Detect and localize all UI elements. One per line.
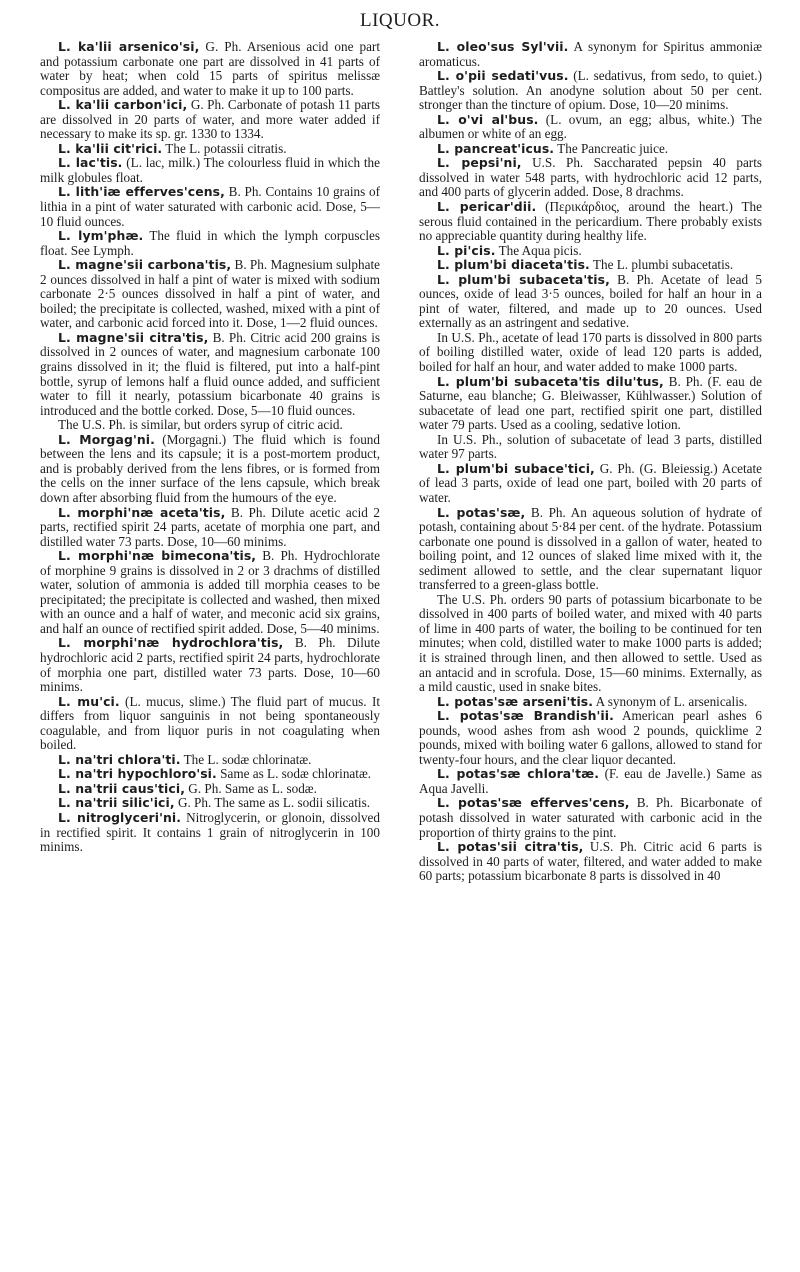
entry-text: The fluid in which the lymph corpuscles float. See Lymph.	[40, 228, 380, 258]
entry	[419, 840, 762, 884]
entry	[419, 142, 762, 157]
entry-text: A synonym of L. arsenicalis.	[593, 693, 748, 709]
entry	[419, 113, 762, 142]
entry-text: B. Ph. Magnesium sulphate 2 ounces dissolved in half a pint of water is mixed with sodium carbonate 2·5 ounces dissolved in half a pint of water, and boiled; the precipitate is collected, washed, mixed with a pint of water, and carbonic acid forced into it. Dose, 1—2 fluid ounces.	[40, 257, 380, 331]
entry-text: The U.S. Ph. orders 90 parts of potassium bicarbonate to be dissolved in 400 parts of boiled water, and mixed with 40 parts of lime in 400 parts of water, the boiling to be continued for ten minutes; when cold, distilled water to make 1000 parts is added; it is strained through linen, and then allowed to settle. Used as an antacid and in scrofula. Dose, 15—60 minims. Externally, as a mild caustic, used in snake bites.	[419, 591, 762, 695]
entry-text: (L. mucus, slime.) The fluid part of mucus. It differs from liquor sanguinis in not being spontaneously coagulable, and from liquor puris in not coagulating when boiled.	[40, 693, 381, 753]
entry-continuation	[40, 418, 380, 433]
headword: L. na'trii silic'ici,	[58, 795, 175, 811]
headword: L. o'pii sedati'vus.	[437, 68, 569, 84]
entry-text: Nitroglycerin, or glonoin, dissolved in rectified spirit. It contains 1 grain of nitroglycerin in 100 minims.	[40, 809, 380, 855]
entry	[419, 244, 762, 259]
entry	[419, 69, 762, 113]
entry	[40, 40, 380, 98]
headword: L. potas'sæ,	[437, 504, 526, 520]
headword: L. lac'tis.	[58, 155, 123, 171]
headword: L. plum'bi subaceta'tis dilu'tus,	[437, 373, 664, 389]
headword: L. ka'lii cit'rici.	[58, 140, 163, 156]
headword: L. na'tri chlora'ti.	[58, 751, 181, 767]
entry	[419, 156, 762, 200]
headword: L. morphi'næ hydrochlora'tis,	[58, 635, 284, 651]
entry	[40, 811, 380, 855]
headword: L. lym'phæ.	[58, 228, 144, 244]
headword: L. morphi'næ bimecona'tis,	[58, 548, 257, 564]
headword: L. ka'lii arsenico'si,	[58, 39, 200, 54]
entry	[40, 636, 380, 694]
entry	[419, 200, 762, 244]
entry-text: G. Ph. Carbonate of potash 11 parts are dissolved in 20 parts of water, and more water added if necessary to make its sp. gr. 1330 to 1334.	[40, 97, 380, 142]
headword: L. potas'sæ efferves'cens,	[437, 795, 630, 811]
headword: L. Morgag'ni.	[58, 431, 155, 447]
headword: L. potas'sæ arseni'tis.	[437, 693, 594, 709]
entry-text: G. Ph. The same as L. sodii silicatis.	[174, 795, 370, 811]
entry	[40, 782, 380, 797]
entry-continuation	[419, 433, 762, 462]
entry	[40, 506, 380, 550]
entry-text: B. Ph. (F. eau de Saturne, eau blanche; G. Bleiwasser, Kühlwasser.) Solution of subacetate of lead one part, rectified spirit one part, distilled water 79 parts. Used as a cooling, sedative lotion.	[419, 373, 762, 433]
entry	[419, 796, 762, 840]
entry	[40, 331, 380, 418]
entry-text: Same as L. sodæ chlorinatæ.	[216, 766, 372, 782]
entry-continuation	[419, 331, 762, 375]
entry-text: (Morgagni.) The fluid which is found between the lens and its capsule; it is a post-mortem product, and is probably derived from the lens fibres, or is formed from the cells on the inner surface of the lens capsule, which break down after absorbing fluid from the humours of the eye.	[40, 431, 380, 505]
entry-text: (Περικάρδιος, around the heart.) The serous fluid contained in the pericardium. There probably exists no appreciable quantity during healthy life.	[419, 199, 763, 244]
entry-text: B. Ph. Acetate of lead 5 ounces, oxide of lead 3·5 ounces, boiled for half an hour in a pint of water, filtered, and made up to 20 ounces. Used externally as an astringent and sedative.	[419, 271, 762, 331]
entry	[40, 185, 380, 229]
entry-text: (L. ovum, an egg; albus, white.) The albumen or white of an egg.	[419, 111, 762, 142]
entry	[40, 549, 380, 636]
headword: L. oleo'sus Syl'vii.	[437, 39, 569, 54]
entry-text: The U.S. Ph. is similar, but orders syrup of citric acid.	[58, 417, 343, 433]
headword: L. magne'sii citra'tis,	[58, 329, 209, 345]
headword: L. plum'bi subace'tici,	[437, 460, 595, 476]
headword: L. plum'bi subaceta'tis,	[437, 271, 610, 287]
entry	[40, 142, 380, 157]
entry-text: B. Ph. Contains 10 grains of lithia in a pint of water saturated with carbonic acid. Dose, 5—10 fluid ounces.	[40, 184, 381, 229]
entry-text: The Pancreatic juice.	[554, 140, 669, 156]
entry	[40, 796, 380, 811]
entry-continuation	[419, 593, 762, 695]
entry	[40, 258, 380, 331]
entry	[40, 695, 380, 753]
entry-text: G. Ph. Arsenious acid one part and potassium carbonate one part are dissolved in 41 parts of water by heat; when cold 15 parts of spiritus melissæ compositus are added, and water to make it up to 100 parts.	[40, 39, 380, 98]
headword: L. ka'lii carbon'ici,	[58, 97, 188, 113]
headword: L. pepsi'ni,	[437, 155, 522, 171]
entry	[419, 258, 762, 273]
headword: L. nitroglyceri'ni.	[58, 809, 182, 825]
headword: L. pi'cis.	[437, 242, 496, 258]
entry-text: The L. plumbi subacetatis.	[589, 257, 734, 273]
entry-text: B. Ph. Citric acid 200 grains is dissolved in 2 ounces of water, and magnesium carbonate 100 grains dissolved in it; the fluid is filtered, put into a half-pint bottle, syrup of lemons half a fluid ounce added, and sufficient water to fill it nearly, potassium bicarbonate 40 grains is introduced and the bottle corked. Dose, 5—10 fluid ounces.	[40, 329, 380, 418]
right-column	[419, 40, 762, 884]
left-column	[40, 40, 380, 855]
entry-text: U.S. Ph. Citric acid 6 parts is dissolved in 40 parts of water, filtered, and water added to make 60 parts; potassium bicarbonate 8 parts is dissolved in 40	[419, 839, 762, 884]
entry	[419, 709, 762, 767]
entry	[40, 767, 380, 782]
entry-text: B. Ph. Bicarbonate of potash dissolved in water saturated with carbonic acid in the proportion of thirty grains to the pint.	[419, 795, 763, 840]
headword: L. morphi'næ aceta'tis,	[58, 504, 226, 520]
headword: L. mu'ci.	[58, 693, 120, 709]
entry	[419, 695, 762, 710]
headword: L. potas'sii citra'tis,	[437, 839, 584, 855]
entry-text: (F. eau de Javelle.) Same as Aqua Javelli.	[419, 766, 762, 796]
entry-text: (L. sedativus, from sedo, to quiet.) Battley's solution. An anodyne solution about 50 per cent. stronger than the tincture of opium. Dose, 10—20 minims.	[419, 68, 762, 113]
headword: L. plum'bi diaceta'tis.	[437, 257, 590, 273]
entry-text: G. Ph. (G. Bleiessig.) Acetate of lead 3 parts, oxide of lead one part, boiled with 20 parts of water.	[419, 460, 762, 505]
headword: L. pericar'dii.	[437, 199, 537, 215]
entry-text: B. Ph. Dilute hydrochloric acid 2 parts, rectified spirit 24 parts, hydrochlorate of morphia one part, distilled water 73 parts. Dose, 10—60 minims.	[40, 635, 380, 695]
entry-text: The L. sodæ chlorinatæ.	[180, 751, 312, 767]
headword: L. pancreat'icus.	[437, 140, 555, 156]
headword: L. potas'sæ chlora'tæ.	[437, 766, 600, 782]
entry-text: In U.S. Ph., acetate of lead 170 parts is dissolved in 800 parts of boiling distilled water, oxide of lead 120 parts is added, boiled for half an hour, and water added to make 1000 parts.	[419, 329, 762, 375]
entry	[40, 156, 380, 185]
entry	[40, 433, 380, 506]
entry	[40, 229, 380, 258]
entry-text: In U.S. Ph., solution of subacetate of lead 3 parts, distilled water 97 parts.	[419, 431, 762, 462]
entry-text: B. Ph. Hydrochlorate of morphine 9 grains is dissolved in 2 or 3 drachms of distilled water, solution of ammonia is added till morphia ceases to be precipitated; the precipitate is collected and washed, then mixed with an ounce and a half of water, and meconic acid six grains, and half an ounce of rectified spirit added. Dose, 5—40 minims.	[40, 548, 381, 636]
entry-text: The Aqua picis.	[495, 242, 582, 258]
entry-text: American pearl ashes 6 pounds, wood ashes from ash wood 2 pounds, quicklime 2 pounds, mixed with boiling water 6 gallons, allowed to stand for twenty-four hours, and the clear liquor decanted.	[419, 708, 762, 767]
running-head: LIQUOR.	[359, 10, 441, 31]
entry-text: B. Ph. An aqueous solution of hydrate of potash, containing about 5·84 per cent. of the hydrate. Potassium carbonate one pound is dissolved in a gallon of water, heated to boiling point, and 12 ounces of slaked lime mixed with it, the sediment allowed to settle, and the clear supernatant liquor transferred to a green-glass bottle.	[419, 504, 762, 593]
entry-text: (L. lac, milk.) The colourless fluid in which the milk globules float.	[40, 155, 380, 185]
headword: L. magne'sii carbona'tis,	[58, 257, 232, 273]
headword: L. potas'sæ Brandish'ii.	[437, 708, 614, 724]
entry	[40, 753, 380, 768]
entry	[419, 375, 762, 433]
entry-text: B. Ph. Dilute acetic acid 2 parts, rectified spirit 24 parts, acetate of morphia one part, and distilled water 73 parts. Dose, 10—60 minims.	[40, 504, 380, 549]
entry-text: The L. potassii citratis.	[162, 140, 287, 156]
headword: L. lith'iæ efferves'cens,	[58, 184, 225, 200]
entry	[40, 98, 380, 142]
entry	[419, 273, 762, 331]
headword: L. na'tri hypochloro'si.	[58, 766, 217, 782]
entry	[419, 40, 762, 69]
entry-text: U.S. Ph. Saccharated pepsin 40 parts dissolved in water 548 parts, with hydrochloric acid 12 parts, and 400 parts of glycerin added. Dose, 8 drachms.	[419, 155, 762, 200]
entry	[419, 506, 762, 593]
entry-text: A synonym for Spiritus ammoniæ aromaticus.	[419, 39, 762, 69]
headword: L. na'trii caus'tici,	[58, 780, 185, 796]
entry-text: G. Ph. Same as L. sodæ.	[185, 780, 317, 796]
entry	[419, 462, 762, 506]
headword: L. o'vi al'bus.	[437, 111, 539, 127]
entry	[419, 767, 762, 796]
